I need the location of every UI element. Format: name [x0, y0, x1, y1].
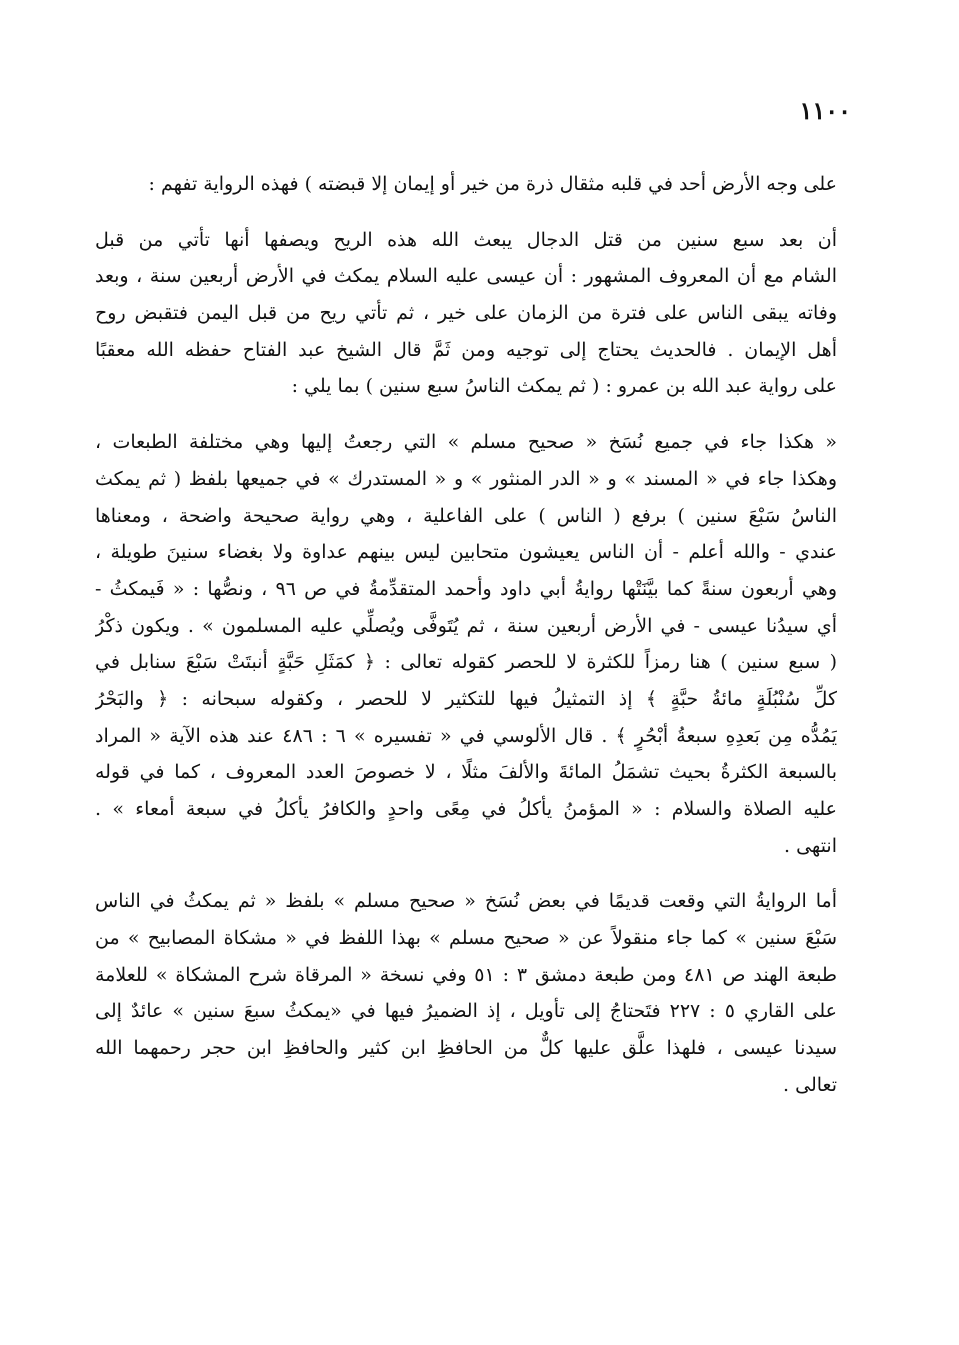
paragraph-2: [95, 222, 837, 405]
text-line: وهي أربعون سنةً كما بيَّنَتْها روايةُ أبي داود وأحمد المتقدِّمةُ في ص ٩٦ ، ونصُّها : « فَيمكثُ -: [95, 577, 837, 600]
text-line: على رواية عبد الله بن عمرو : ( ثم يمكث الناسُ سبع سنين ) بما يلي :: [291, 375, 837, 398]
text-line: الناسُ سَبْعَ سنين ) برفع ( الناس ) على الفاعلية ، وهي رواية صحيحة واضحة ، ومعناها: [95, 504, 837, 527]
text-line: عليه الصلاة والسلام : « المؤمنُ يأكلُ في مِعًى واحدٍ والكافرُ يأكلُ في سبعة أمعاء » .: [95, 798, 837, 820]
text-line: أي سيدُنا عيسى - في الأرض أربعين سنة ، ثم يُتَوفَّى ويُصلِّي عليه المسلمون » . ويكون ذكْرُ: [95, 614, 837, 637]
text-line: سيدنا عيسى ، فلهذا علَّق عليها كلٌّ من الحافظِ ابن كثير والحافظِ ابن حجر رحمهما الله: [95, 1037, 837, 1060]
paragraph-3-quotation: [95, 424, 837, 864]
text-line: تعالى .: [783, 1073, 837, 1096]
text-line: سَبْعَ سنين » كما جاء منقولاً عن « صحيح مسلم » بهذا اللفظ في « مشكاة المصابيح » من: [95, 927, 837, 950]
text-line: وفاته يبقى الناس على فترة من الزمان على خير ، ثم تأتي ريح من قبل اليمن فتقبض روح: [95, 302, 837, 325]
text-line: أن بعد سبع سنين من قتل الدجال يبعث الله هذه الريح ويصفها أنها تأتي من قبل: [95, 228, 837, 251]
text-line: وهكذا جاء في « المسند » و « الدر المنثور » و « المستدرك » في جميعها بلفظ ( ثم يمكث: [95, 467, 837, 490]
text-line: « هكذا جاء في جميع نُسَخ « صحيح مسلم » التي رجعتُ إليها وهي مختلفة الطبعات ،: [95, 431, 837, 454]
text-line: بالسبعة الكثرةُ بحيث تشمَلُ المائةَ والألفَ مثلًا ، لا خصوصَ العدد المعروف ، كما في قوله: [95, 761, 837, 784]
text-line: أهل الإيمان . فالحديث يحتاج إلى توجيه ومن ثَمَّ قال الشيخ عبد الفتاح حفظه الله معقبًا: [95, 338, 837, 361]
text-line: انتهى .: [784, 834, 837, 857]
text-line: الشام مع أن المعروف المشهور : أن عيسى عليه السلام يمكث في الأرض أربعين سنة ، وبعد: [95, 265, 837, 288]
text-line: على القاري ٥ : ٢٢٧ فتَحتاجُ إلى تأويل ، إذ الضميرُ فيها في «يمكثُ سبعَ سنين » عائدٌ إلى: [95, 1000, 837, 1023]
text-line: طبعة الهند ص ٤٨١ ومن طبعة دمشق ٣ : ٥١ وفي نسخة « المرقاة شرح المشكاة » للعلامة: [95, 963, 837, 986]
text-line: عندي - والله أعلم - أن الناس يعيشون متحابين ليس بينهم عداوة ولا بغضاء سنينَ طويلة ،: [95, 541, 837, 564]
page-body: [95, 166, 837, 1104]
page-number: ١١٠٠: [799, 96, 851, 125]
paragraph-1: [95, 166, 837, 203]
text-line: كلِّ سُنْبُلَةٍ مائةُ حبَّةٍ ﴾ إذ التمثيلُ فيها للتكثير لا للحصر ، وكقوله سبحانه : ﴿ والبَحْرُ: [95, 687, 837, 710]
text-line: ( سبع سنين ) هنا رمزاً للكثرة لا للحصر كقوله تعالى : ﴿ كمَثَلِ حَبَّةٍ أنبتَتْ سَبْعَ سنابل في: [95, 651, 837, 674]
text-line: على وجه الأرض أحد في قلبه مثقال ذرة من خير أو إيمان إلا قبضته ) فهذه الرواية تفهم :: [148, 173, 837, 195]
paragraph-4: [95, 883, 837, 1103]
text-line: أما الروايةُ التي وقعت قديمًا في بعض نُسَخ « صحيح مسلم » بلفظ « ثم يمكثُ في الناس: [95, 890, 837, 913]
text-line: يَمُدُّه مِن بَعدِهِ سبعةُ أبْحُرٍ ﴾ . قال الألوسي في « تفسيره » ٦ : ٤٨٦ عند هذه الآية « المراد: [95, 724, 837, 747]
